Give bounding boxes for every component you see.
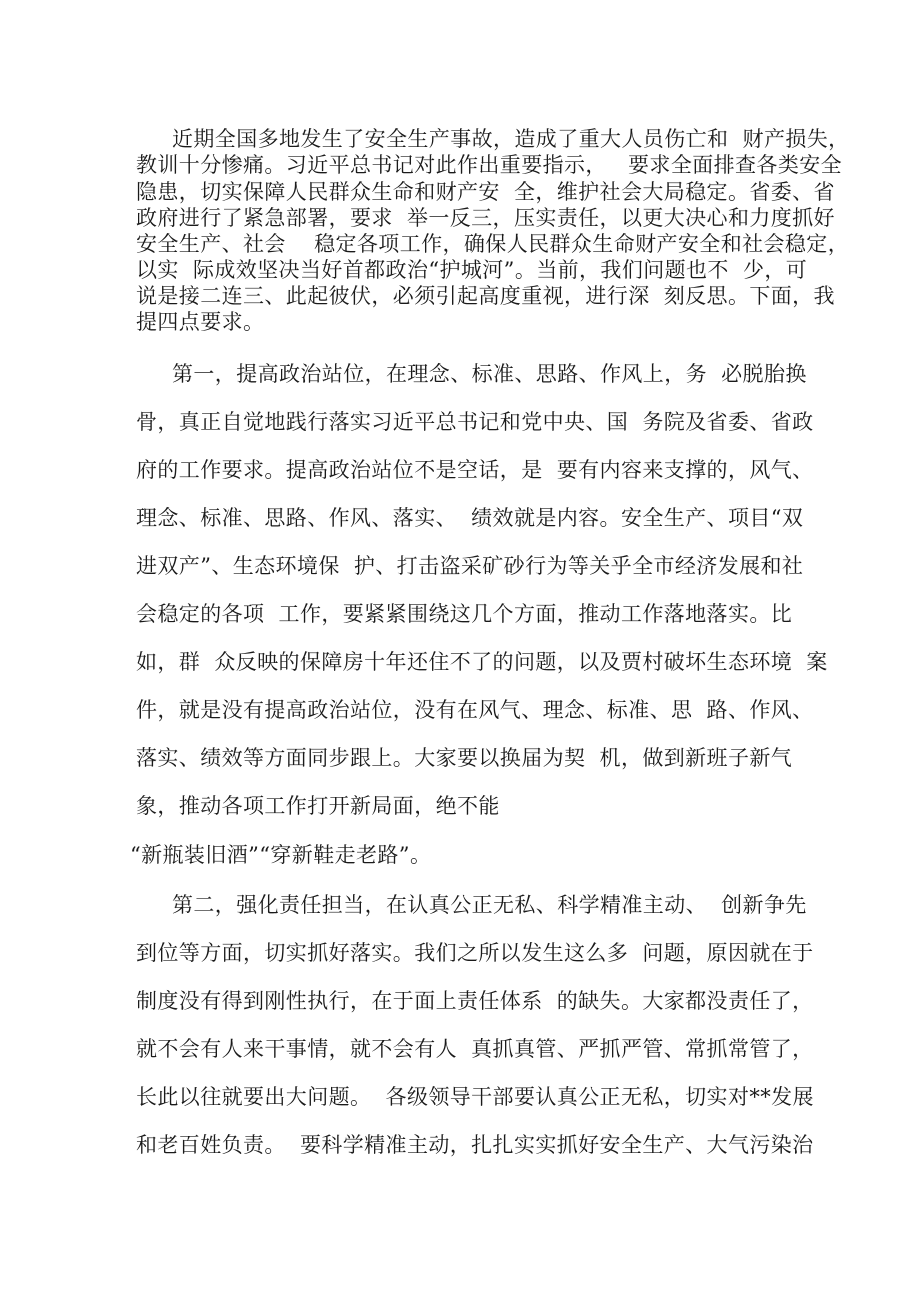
text-line: “新瓶装旧酒”“穿新鞋走老路”。 [130,843,432,867]
text-line: 会稳定的各项 工作，要紧紧围绕这几个方面，推动工作落地落实。比 [136,602,793,626]
text-line: 府的工作要求。提高政治站位不是空话，是 要有内容来支撑的，风气、 [136,458,814,482]
text-line: 制度没有得到刚性执行，在于面上责任体系 的缺失。大家都没责任了， [136,989,814,1013]
text-line: 提四点要求。 [136,310,265,334]
text-line: 和老百姓负责。 要科学精准主动，扎扎实实抓好安全生产、大气污染治 [136,1133,814,1157]
text-line: 近期全国多地发生了安全生产事故，造成了重大人员伤亡和 财产损失， [172,127,850,151]
text-line: 象，推动各项工作打开新局面，绝不能 [136,794,500,818]
text-line: 政府进行了紧急部署，要求 举一反三，压实责任，以更大决心和力度抓好 [136,206,835,230]
text-line: 教训十分惨痛。习近平总书记对此作出重要指示， 要求全面排查各类安全 [136,153,843,177]
text-line: 进双产”、生态环境保 护、打击盗采矿砂行为等关乎全市经济发展和社 [136,554,804,578]
text-line: 到位等方面，切实抓好落实。我们之所以发生这么多 问题，原因就在于 [136,941,814,965]
text-line: 以实 际成效坚决当好首都政治“护城河”。当前，我们问题也不 少，可 [136,258,808,282]
text-line: 长此以往就要出大问题。 各级领导干部要认真公正无私，切实对**发展 [136,1085,814,1109]
text-line: 理念、标准、思路、作风、落实、 绩效就是内容。安全生产、项目“双 [136,506,804,530]
text-line: 说是接二连三、此起彼伏，必须引起高度重视，进行深 刻反思。下面，我 [136,284,835,308]
text-line: 件，就是没有提高政治站位，没有在风气、理念、标准、思 路、作风、 [136,698,814,722]
text-line: 落实、绩效等方面同步跟上。大家要以换届为契 机，做到新班子新气 [136,746,793,770]
text-line: 安全生产、社会 稳定各项工作，确保人民群众生命财产安全和社会稳定， [136,232,850,256]
text-line: 骨，真正自觉地践行落实习近平总书记和党中央、国 务院及省委、省政 [136,410,814,434]
text-line: 隐患，切实保障人民群众生命和财产安 全，维护社会大局稳定。省委、省 [136,180,835,204]
text-line: 如，群 众反映的保障房十年还住不了的问题，以及贾村破坏生态环境 案 [136,650,828,674]
text-line: 第一，提高政治站位，在理念、标准、思路、作风上，务 必脱胎换 [172,362,807,386]
text-line: 第二，强化责任担当，在认真公正无私、科学精准主动、 创新争先 [172,893,807,917]
text-line: 就不会有人来干事情，就不会有人 真抓真管、严抓严管、常抓常管了， [136,1037,814,1061]
